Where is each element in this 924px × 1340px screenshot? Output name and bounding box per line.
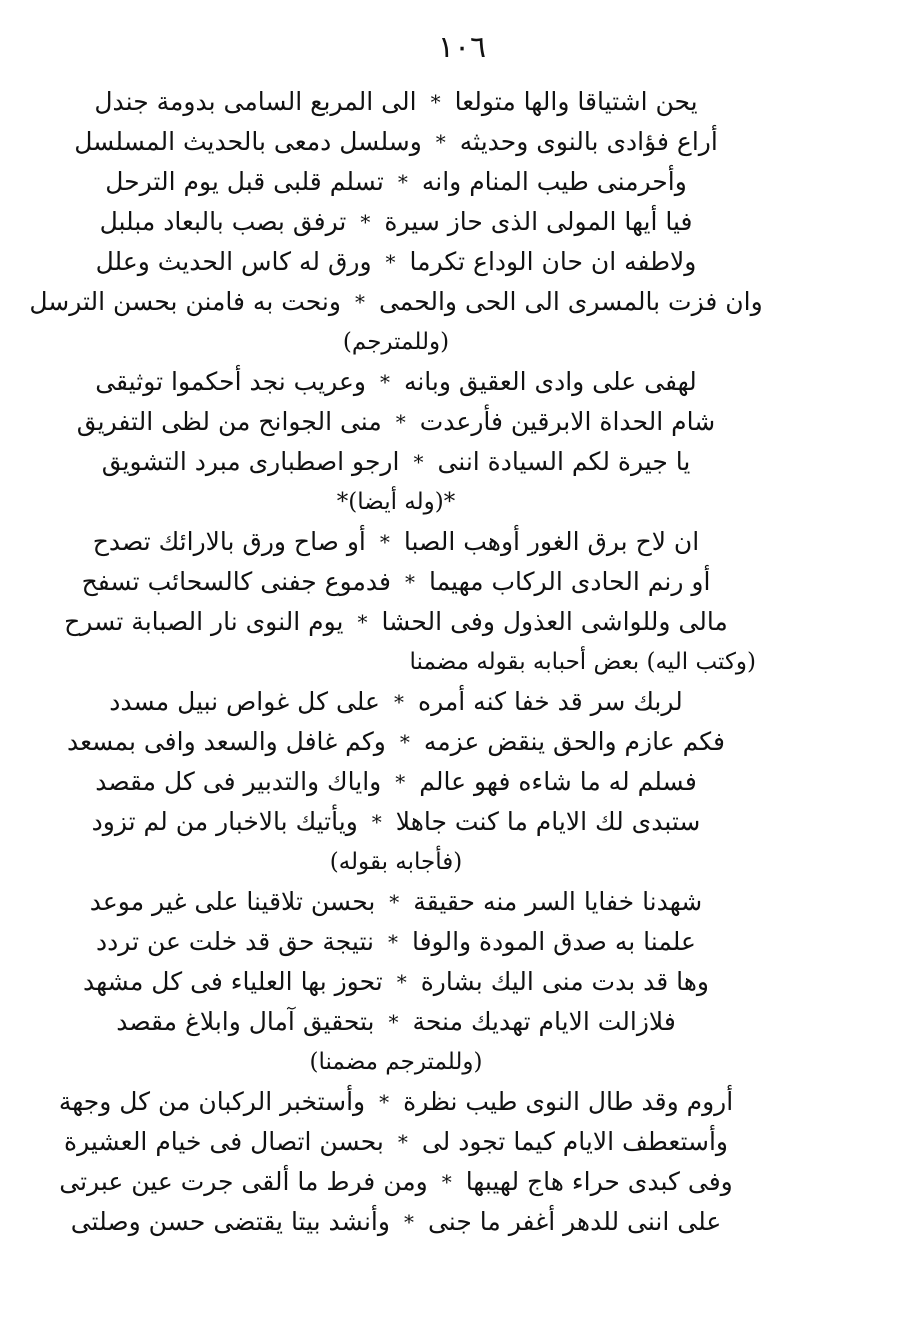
hemistich-second: على كل غواص نبيل مسدد bbox=[109, 687, 380, 716]
hemistich-first: لربك سر قد خفا كنه أمره bbox=[417, 687, 683, 716]
verse-line bbox=[96, 922, 696, 962]
verse-separator: * bbox=[387, 930, 398, 954]
verse-line bbox=[89, 882, 703, 922]
hemistich-first: شام الحداة الابرقين فأرعدت bbox=[419, 407, 716, 436]
verse-separator: * bbox=[371, 810, 382, 834]
verse-separator: * bbox=[388, 1010, 399, 1034]
verse-separator: * bbox=[404, 570, 415, 594]
hemistich-second: واياك والتدبير فى كل مقصد bbox=[95, 767, 382, 796]
verse-separator: * bbox=[393, 690, 404, 714]
page-number: ١٠٦ bbox=[437, 30, 487, 65]
section-heading: (وللمترجم) bbox=[342, 329, 450, 355]
hemistich-second: تسلم قلبى قبل يوم الترحل bbox=[105, 167, 384, 196]
hemistich-first: أو رنم الحادى الركاب مهيما bbox=[428, 567, 711, 596]
hemistich-second: بتحقيق آمال وابلاغ مقصد bbox=[116, 1007, 375, 1036]
hemistich-first: على اننى للدهر أغفر ما جنى bbox=[427, 1207, 722, 1236]
hemistich-second: وعريب نجد أحكموا توثيقى bbox=[95, 367, 366, 396]
verse-line bbox=[58, 1082, 734, 1122]
verse-separator: * bbox=[441, 1170, 452, 1194]
verse-separator: * bbox=[379, 370, 390, 394]
verse-separator: * bbox=[379, 530, 390, 554]
verse-separator: * bbox=[413, 450, 424, 474]
hemistich-second: تحوز بها العلياء فى كل مشهد bbox=[83, 967, 383, 996]
verse-line bbox=[64, 602, 728, 642]
hemistich-first: لهفى على وادى العقيق وبانه bbox=[403, 367, 697, 396]
verse-line bbox=[64, 1122, 728, 1162]
verse-separator: * bbox=[379, 1090, 390, 1114]
hemistich-first: يا جيرة لكم السيادة اننى bbox=[437, 447, 691, 476]
verse-separator: * bbox=[397, 1130, 408, 1154]
poem-text bbox=[29, 82, 763, 1242]
hemistich-second: وكم غافل والسعد وافى بمسعد bbox=[67, 727, 386, 756]
hemistich-first: فيا أيها المولى الذى حاز سيرة bbox=[384, 207, 693, 236]
verse-separator: * bbox=[395, 770, 406, 794]
verse-line bbox=[96, 162, 696, 202]
verse-line bbox=[96, 762, 696, 802]
hemistich-second: ترفق بصب بالبعاد مبلبل bbox=[99, 207, 347, 236]
hemistich-first: ستبدى لك الايام ما كنت جاهلا bbox=[395, 807, 701, 836]
hemistich-first: وأحرمنى طيب المنام وانه bbox=[421, 167, 687, 196]
verse-line bbox=[96, 442, 696, 482]
hemistich-second: الى المربع السامى بدومة جندل bbox=[94, 87, 417, 116]
verse-line bbox=[96, 82, 696, 122]
hemistich-first: أروم وقد طال النوى طيب نظرة bbox=[403, 1087, 734, 1116]
verse-line bbox=[96, 242, 696, 282]
verse-separator: * bbox=[385, 250, 396, 274]
hemistich-second: فدموع جفنى كالسحائب تسفح bbox=[81, 567, 391, 596]
hemistich-second: وأنشد بيتا يقتضى حسن وصلتى bbox=[70, 1207, 390, 1236]
section-heading: (فأجابه بقوله) bbox=[329, 849, 463, 875]
hemistich-second: ومن فرط ما ألقى جرت عين عبرتى bbox=[59, 1167, 428, 1196]
hemistich-first: وها قد بدت منى اليك بشارة bbox=[420, 967, 709, 996]
verse-line bbox=[96, 1002, 696, 1042]
verse-separator: * bbox=[389, 890, 400, 914]
verse-separator: * bbox=[395, 410, 406, 434]
verse-separator: * bbox=[354, 290, 365, 314]
verse-line bbox=[76, 402, 716, 442]
verse-line bbox=[70, 1202, 722, 1242]
section-heading: (وكتب اليه) بعض أحبابه بقوله مضمنا bbox=[409, 649, 756, 675]
section-heading: (وللمترجم مضمنا) bbox=[309, 1049, 483, 1075]
verse-separator: * bbox=[357, 610, 368, 634]
hemistich-second: وسلسل دمعى بالحديث المسلسل bbox=[74, 127, 422, 156]
verse-line bbox=[74, 122, 718, 162]
verse-line bbox=[83, 962, 709, 1002]
hemistich-first: شهدنا خفايا السر منه حقيقة bbox=[413, 887, 703, 916]
hemistich-second: بحسن تلاقينا على غير موعد bbox=[89, 887, 376, 916]
verse-separator: * bbox=[396, 970, 407, 994]
verse-separator: * bbox=[397, 170, 408, 194]
hemistich-first: أراع فؤادى بالنوى وحديثه bbox=[459, 127, 718, 156]
hemistich-second: بحسن اتصال فى خيام العشيرة bbox=[64, 1127, 384, 1156]
verse-separator: * bbox=[403, 1210, 414, 1234]
hemistich-second: ونحت به فامنن بحسن الترسل bbox=[29, 287, 341, 316]
hemistich-first: ولاطفه ان حان الوداع تكرما bbox=[409, 247, 697, 276]
verse-separator: * bbox=[360, 210, 371, 234]
hemistich-first: مالى وللواشى العذول وفى الحشا bbox=[381, 607, 728, 636]
verse-separator: * bbox=[399, 730, 410, 754]
verse-line bbox=[96, 682, 696, 722]
verse-line bbox=[91, 802, 701, 842]
verse-line bbox=[67, 722, 725, 762]
hemistich-first: فسلم له ما شاءه فهو عالم bbox=[419, 767, 697, 796]
verse-line bbox=[96, 362, 696, 402]
verse-line bbox=[92, 522, 700, 562]
hemistich-second: ارجو اصطبارى مبرد التشويق bbox=[101, 447, 400, 476]
hemistich-first: وأستعطف الايام كيما تجود لى bbox=[421, 1127, 728, 1156]
hemistich-second: يوم النوى نار الصبابة تسرح bbox=[64, 607, 344, 636]
verse-separator: * bbox=[435, 130, 446, 154]
hemistich-first: يحن اشتياقا والها متولعا bbox=[454, 87, 698, 116]
hemistich-second: ويأتيك بالاخبار من لم تزود bbox=[91, 807, 358, 836]
hemistich-first: وفى كبدى حراء هاج لهيبها bbox=[465, 1167, 733, 1196]
hemistich-second: نتيجة حق قد خلت عن تردد bbox=[96, 927, 374, 956]
verse-line bbox=[81, 562, 711, 602]
section-heading: *(وله أيضا)* bbox=[336, 489, 456, 515]
hemistich-first: علمنا به صدق المودة والوفا bbox=[411, 927, 696, 956]
hemistich-second: أو صاح ورق بالارائك تصدح bbox=[92, 527, 366, 556]
hemistich-second: منى الجوانح من لظى التفريق bbox=[76, 407, 382, 436]
hemistich-second: وأستخبر الركبان من كل وجهة bbox=[58, 1087, 366, 1116]
hemistich-first: فلازالت الايام تهديك منحة bbox=[412, 1007, 676, 1036]
hemistich-second: ورق له كاس الحديث وعلل bbox=[95, 247, 372, 276]
verse-line bbox=[96, 202, 696, 242]
hemistich-first: وان فزت بالمسرى الى الحى والحمى bbox=[378, 287, 763, 316]
hemistich-first: ان لاح برق الغور أوهب الصبا bbox=[403, 527, 700, 556]
verse-line bbox=[29, 282, 763, 322]
verse-line bbox=[59, 1162, 733, 1202]
verse-separator: * bbox=[430, 90, 441, 114]
hemistich-first: فكم عازم والحق ينقض عزمه bbox=[423, 727, 725, 756]
